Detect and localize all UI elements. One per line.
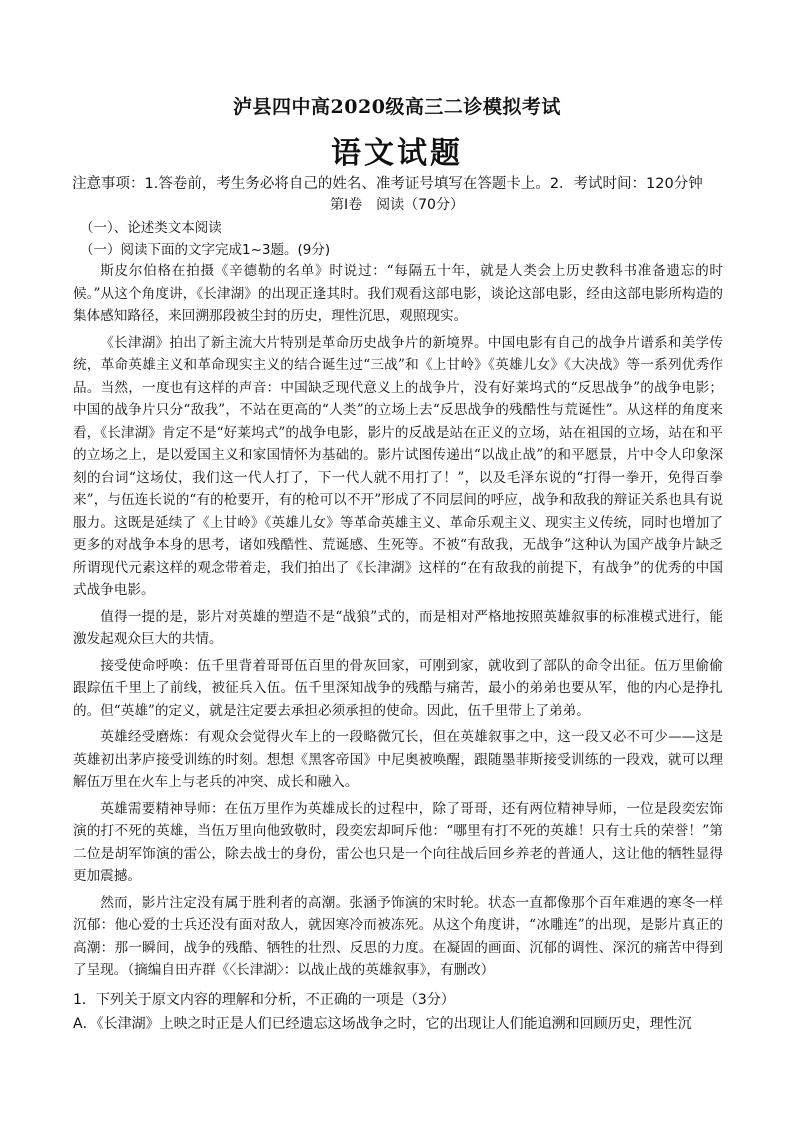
question-stem: 1．下列关于原文内容的理解和分析，不正确的一项是（3分） [73, 992, 455, 1008]
article-paragraph: 斯皮尔伯格在拍摄《辛德勒的名单》时说过：“每隔五十年，就是人类会上历史教科书准备遗忘的时候。”从这个角度讲，《长津湖》的出现正逢其时。我们观看这部电影，谈论这部电影，经由这部电影所构造的集体感知路径，来回溯那段被尘封的历史，理性沉思，观照现实。 [73, 263, 723, 324]
article-paragraph: 接受使命呼唤：伍千里背着哥哥伍百里的骨灰回家，可刚到家，就收到了部队的命令出征。伍万里偷偷跟踪伍千里上了前线，被征兵入伍。伍千里深知战争的残酷与痛苦，最小的弟弟也要从军，他的内心是挣扎的。但“英雄”的定义，就是注定要去承担必须承担的使命。因此，伍千里带上了弟弟。 [73, 657, 723, 719]
question-option-a: A．《长津湖》上映之时正是人们已经遗忘这场战争之时，它的出现让人们能追溯和回顾历史，理性沉 [73, 1016, 692, 1032]
article-paragraph: 然而，影片注定没有属于胜利者的高潮。张涵予饰演的宋时轮。状态一直都像那个百年难遇的寒冬一样沉郁：他心爱的士兵还没有面对敌人，就因寒冷而被冻死。从这个角度讲，“冰雕连”的出现，是影片真正的高潮：那一瞬间，战争的残酷、牺牲的壮烈、反思的力度。在凝固的画面、沉郁的调性、深沉的痛苦中得到了呈现。（摘编自田卉群《〈长津湖〉：以战止战的英雄叙事》，有删改） [73, 894, 723, 978]
exam-notice: 注意事项：1.答卷前，考生务必将自己的姓名、准考证号填写在答题卡上。2．考试时间：120分钟 [72, 176, 703, 192]
reading-article [73, 260, 723, 982]
school-title: 泸县四中高2020级高三二诊模拟考试 [233, 96, 561, 118]
article-paragraph: 《长津湖》拍出了新主流大片特别是革命历史战争片的新境界。中国电影有自己的战争片谱系和美学传统，革命英雄主义和革命现实主义的结合诞生过“三战”和《上甘岭》《英雄儿女》《大决战》等一系列优秀作品。当然，一度也有这样的声音：中国缺乏现代意义上的战争片，没有好莱坞式的“反思战争”的战争电影；中国的战争片只分“敌我”，不站在更高的“人类”的立场上去“反思战争的残酷性与荒诞性”。从这样的角度来看，《长津湖》肯定不是“好莱坞式”的战争电影，影片的反战是站在正义的立场，站在祖国的立场，站在和平的立场之上，是以爱国主义和家国情怀为基础的。影片试图传递出“以战止战”的和平愿景，片中令人印象深刻的台词“这场仗，我们这一代人打了，下一代人就不用打了！”，以及毛泽东说的“打得一拳开，免得百拳来”，与伍连长说的“有的枪要开，有的枪可以不开”形成了不同层间的呼应，战争和敌我的辩证关系也具有说服力。这既是延续了《上甘岭》《英雄儿女》等革命英雄主义、革命乐观主义、现实主义传统，同时也增加了更多的对战争本身的思考，诸如残酷性、荒诞感、生死等。不被“有敌我，无战争”这种认为国产战争片缺乏所谓现代元素这样的观念带着走，我们拍出了《长津湖》这样的“在有敌我的前提下，有战争”的优秀的中国式战争电影。 [73, 334, 723, 598]
section-heading-instructions: （一）阅读下面的文字完成1~3题。(9分) [80, 242, 331, 258]
article-paragraph: 英雄需要精神导师：在伍万里作为英雄成长的过程中，除了哥哥，还有两位精神导师，一位是段奕宏饰演的打不死的英雄，当伍万里向他致敬时，段奕宏却呵斥他：“哪里有打不死的英雄！只有士兵的荣誉！”第二位是胡军饰演的雷公，除去战士的身份，雷公也只是一个向往战后回乡养老的普通人，这让他的牺牲显得更加震撼。 [73, 800, 723, 884]
article-paragraph: 值得一提的是，影片对英雄的塑造不是“战狼”式的，而是相对严格地按照英雄叙事的标准模式进行，能激发起观众巨大的共情。 [73, 608, 723, 647]
question-area [73, 988, 733, 1036]
subject-title: 语文试题 [331, 136, 463, 171]
section-heading-type: （一）、论述类文本阅读 [80, 220, 222, 236]
article-paragraph: 英雄经受磨炼：有观众会觉得火车上的一段略微冗长，但在英雄叙事之中，这一段又必不可少——这是英雄初出茅庐接受训练的时刻。想想《黑客帝国》中尼奥被唤醒，跟随墨菲斯接受训练的一段戏，就可以理解伍万里在火车上与老兵的冲突、成长和融入。 [73, 729, 723, 790]
part-title: 第Ⅰ卷 阅读（70分） [330, 197, 464, 213]
